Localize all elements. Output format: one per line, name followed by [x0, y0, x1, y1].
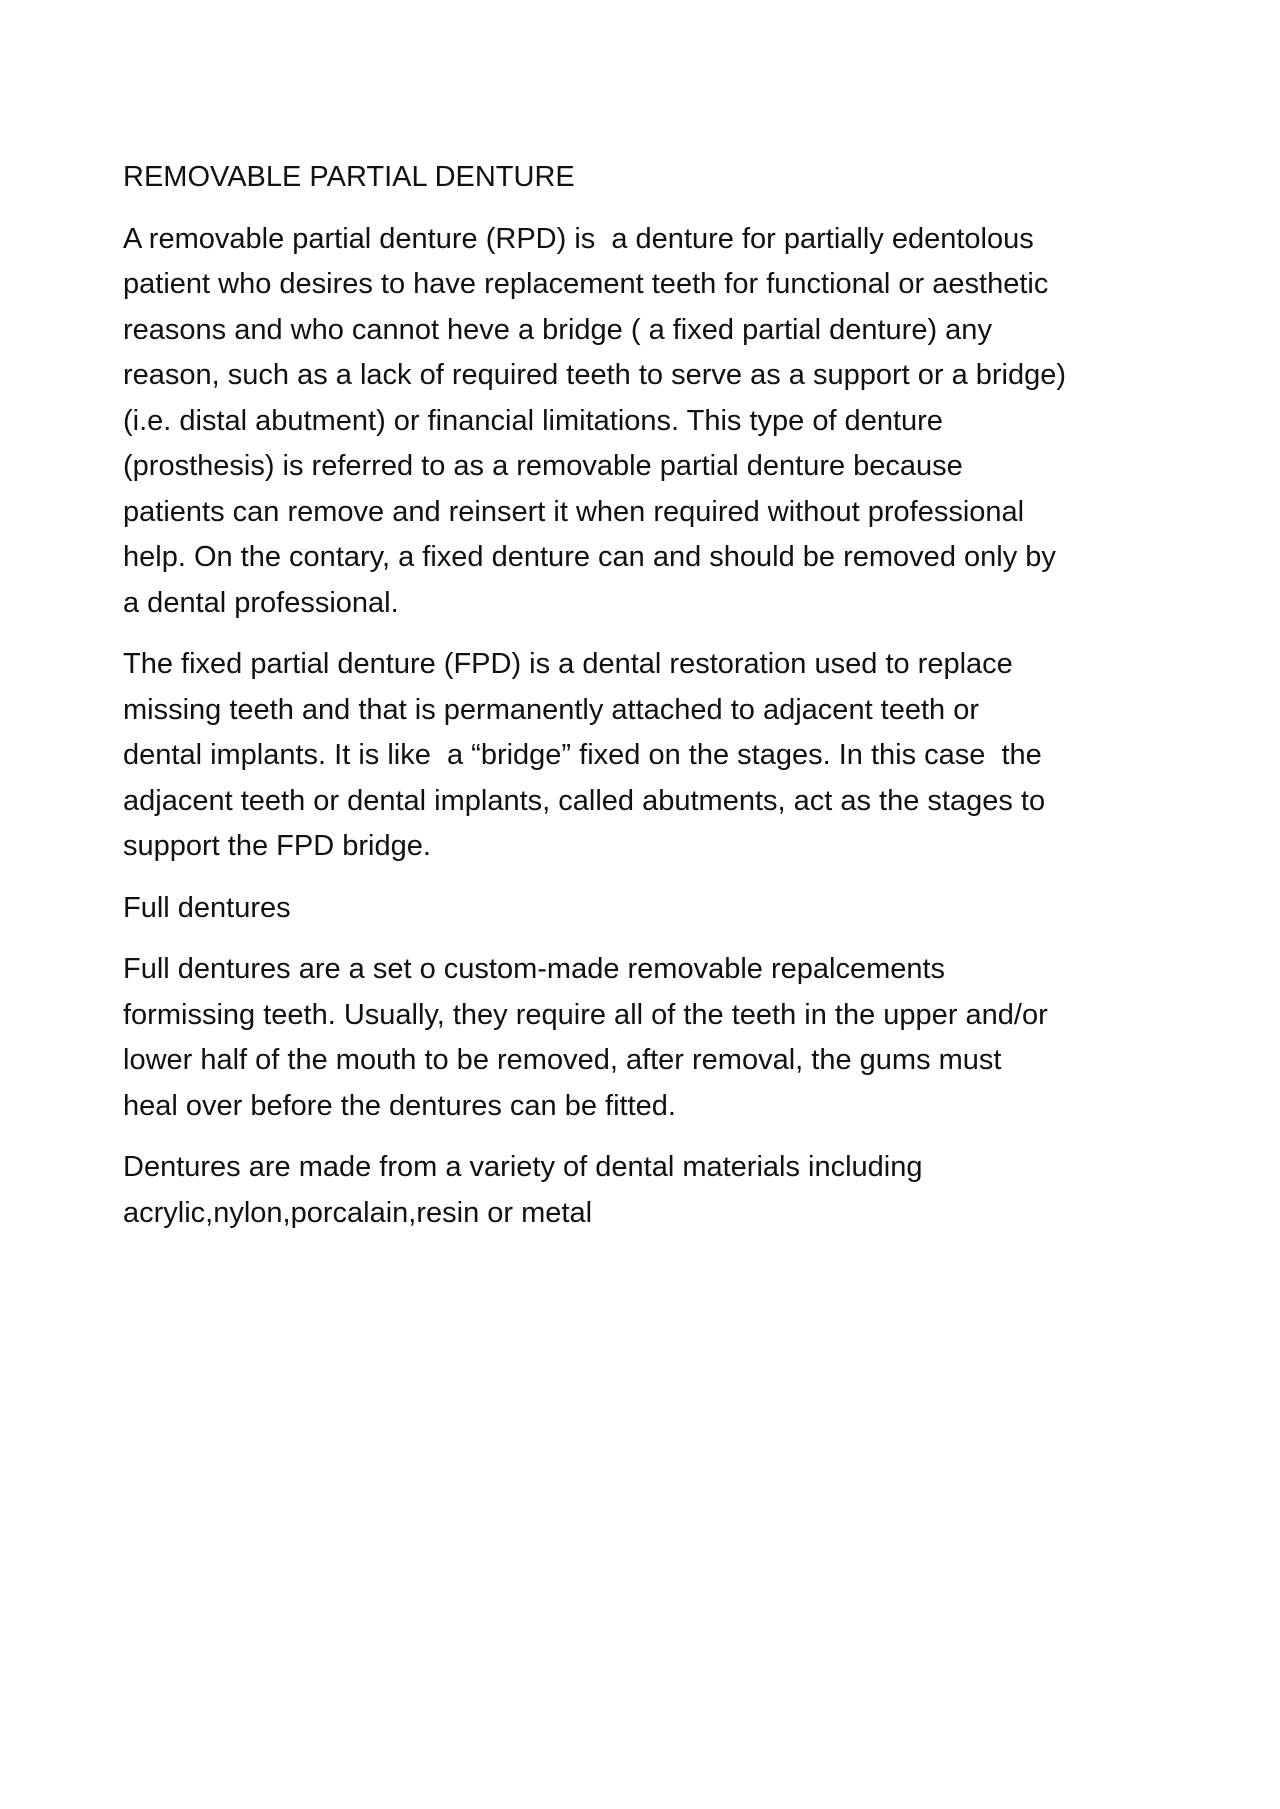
- paragraph-line: heal over before the dentures can be fitted.: [123, 1089, 676, 1122]
- paragraph-line: formissing teeth. Usually, they require all of the teeth in the upper and/or: [123, 998, 1048, 1031]
- document-title: [123, 155, 1173, 201]
- paragraph-line: lower half of the mouth to be removed, after removal, the gums must: [123, 1044, 1002, 1076]
- subheading-text: Full dentures: [123, 891, 291, 924]
- paragraph-line: The fixed partial denture (FPD) is a dental restoration used to replace: [123, 648, 1013, 680]
- paragraph-fpd: [123, 642, 1173, 870]
- paragraph-line: acrylic,nylon,porcalain,resin or metal: [123, 1196, 593, 1229]
- paragraph-line: patient who desires to have replacement teeth for functional or aesthetic: [123, 268, 1049, 300]
- paragraph-materials: [123, 1145, 1173, 1236]
- paragraph-line: (i.e. distal abutment) or financial limitations. This type of denture: [123, 404, 943, 437]
- subheading-full-dentures: [123, 886, 1173, 932]
- paragraph-line: Dentures are made from a variety of dental materials including: [123, 1151, 923, 1183]
- document-body: [123, 155, 1173, 1252]
- paragraph-line: adjacent teeth or dental implants, called abutments, act as the stages to: [123, 784, 1046, 817]
- paragraph-line: A removable partial denture (RPD) is a denture for partially edentolous: [123, 222, 1034, 255]
- paragraph-full-dentures: [123, 947, 1173, 1129]
- paragraph-line: (prosthesis) is referred to as a removable partial denture because: [123, 450, 963, 482]
- paragraph-line: dental implants. It is like a “bridge” fixed on the stages. In this case the: [123, 739, 1042, 771]
- paragraph-line: a dental professional.: [123, 586, 399, 619]
- paragraph-line: Full dentures are a set o custom-made removable repalcements: [123, 953, 946, 985]
- paragraph-line: missing teeth and that is permanently attached to adjacent teeth or: [123, 693, 980, 726]
- paragraph-line: support the FPD bridge.: [123, 830, 431, 862]
- paragraph-line: reasons and who cannot heve a bridge ( a fixed partial denture) any: [123, 313, 992, 346]
- paragraph-line: patients can remove and reinsert it when required without professional: [123, 495, 1025, 528]
- title-text: REMOVABLE PARTIAL DENTURE: [123, 161, 575, 193]
- paragraph-rpd: [123, 217, 1173, 627]
- paragraph-line: reason, such as a lack of required teeth to serve as a support or a bridge): [123, 359, 1067, 391]
- paragraph-line: help. On the contary, a fixed denture can and should be removed only by: [123, 541, 1056, 573]
